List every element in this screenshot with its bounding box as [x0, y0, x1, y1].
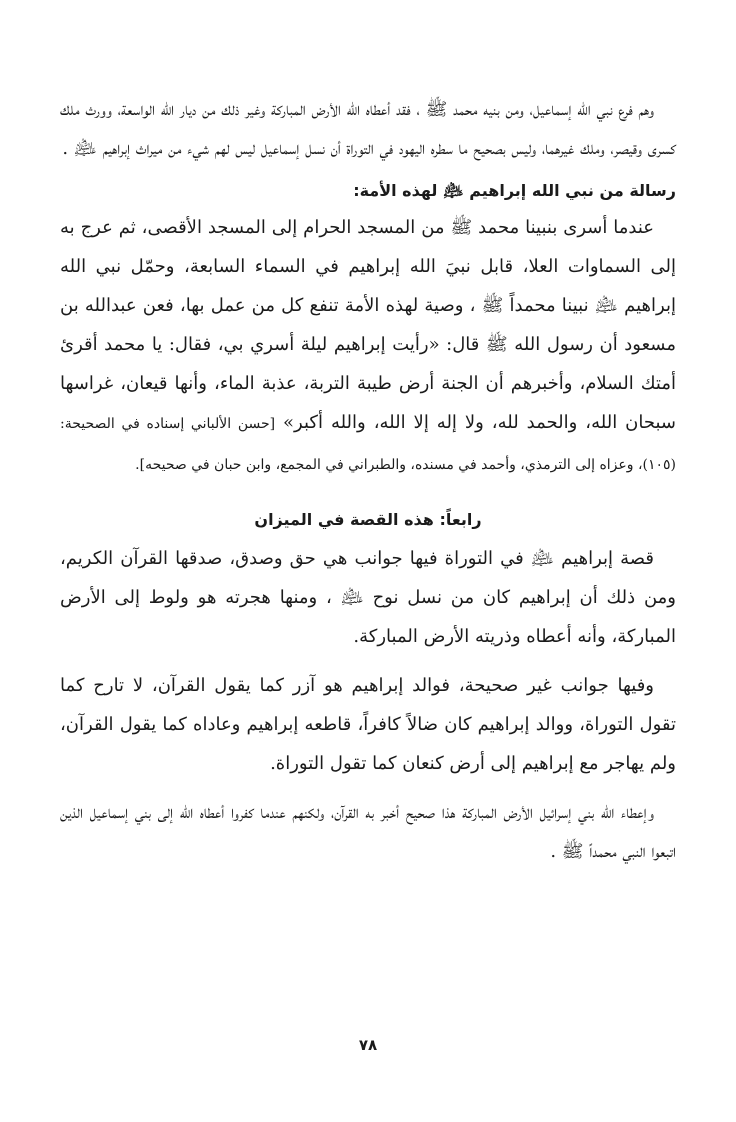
page-number: ٧٨ [358, 1036, 378, 1054]
paragraph-ishmael-inheritance: وهم فرع نبي الله إسماعيل، ومن بنيه محمد ﷺ ، فقد أعطاه الله الأرض المباركة وغير ذلك من ديار الله الواسعة، وورث ملك كسرى وقيصر، وملك غيرهما، وليس بصحيح ما سطره اليهود في التوراة أن نسل إسماعيل ليس لهم شيء من ميراث إبراهيم ﵇ . [60, 99, 676, 159]
paragraph-true-aspects: قصة إبراهيم ﵇ في التوراة فيها جوانب هي حق وصدق، صدقها القرآن الكريم، ومن ذلك أن إبراهيم كان من نسل نوح ﵇ ، ومنها هجرته هو ولوط إلى الأرض المباركة، وأنه أعطاه وذريته الأرض المباركة. [60, 548, 676, 647]
paragraph-night-journey-text: عندما أسرى بنبينا محمد ﷺ من المسجد الحرام إلى المسجد الأقصى، ثم عرج به إلى السماوات العلا، قابل نبيَ الله إبراهيم في السماء السابعة، وحمّل نبي الله إبراهيم ﵇ نبينا محمداً ﷺ ، وصية لهذه الأمة تنفع كل من عمل بها، فعن عبدالله بن مسعود أن رسول الله ﷺ قال: «رأيت إبراهيم ليلة أسري بي، فقال: يا محمد أقرئ أمتك السلام، وأخبرهم أن الجنة أرض طيبة التربة، عذبة الماء، وأنها قيعان، غراسها سبحان الله، والحمد لله، ولا إله إلا الله، والله أكبر» [60, 217, 676, 433]
paragraph-false-aspects: وفيها جوانب غير صحيحة، فوالد إبراهيم هو آزر كما يقول القرآن، لا تارح كما تقول التوراة، ووالد إبراهيم كان ضالاً كافراً، قاطعه إبراهيم وعاداه كما يقول القرآن، ولم يهاجر مع إبراهيم إلى أرض كنعان كما تقول التوراة. [60, 675, 676, 774]
heading-abraham-message: رسالة من نبي الله إبراهيم ﵇ لهذه الأمة: [353, 181, 676, 200]
heading-story-assessment: رابعاً: هذه القصة في الميزان [254, 510, 482, 529]
paragraph-night-journey [60, 208, 676, 485]
paragraph-blessed-land: وإعطاء الله بني إسرائيل الأرض المباركة هذا صحيح أخبر به القرآن، ولكنهم عندما كفروا أعطاه الله إلى بني إسماعيل الذين اتبعوا النبي محمداً ﷺ . [60, 802, 676, 862]
citation-text: [حسن الألباني إسناده في الصحيحة: (١٠٥)، وعزاه إلى الترمذي، وأحمد في مسنده، والطبراني في المجمع، وابن حبان في صحيحه]. [60, 416, 676, 473]
page-content [60, 90, 676, 871]
